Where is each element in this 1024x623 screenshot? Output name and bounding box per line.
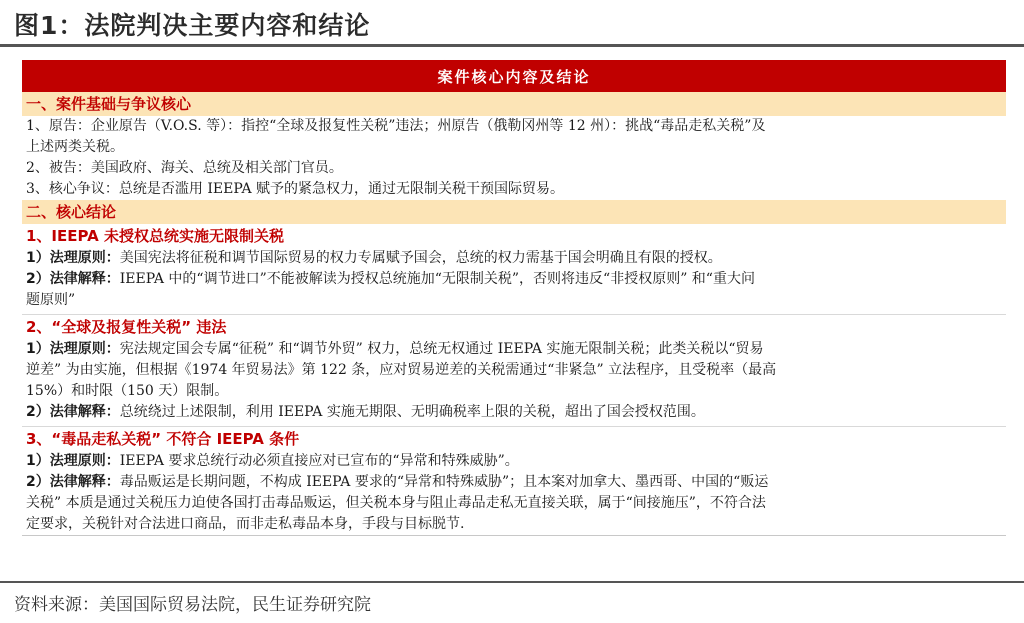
- block-1-item-2: [22, 269, 1006, 290]
- block-1-item-2-cont: 题原则”: [26, 292, 76, 308]
- item-text: 毒品贩运是长期问题，不构成 IEEPA 要求的“异常和特殊威胁”；且本案对加拿大、墨西哥、中国的“贩运: [119, 474, 769, 490]
- item-label: 2）法律解释：: [26, 271, 120, 287]
- item-text: IEEPA 要求总统行动必须直接应对已宣布的“异常和特殊威胁”。: [119, 453, 519, 469]
- item-text: 美国宪法将征税和调节国际贸易的权力专属赋予国会，总统的权力需基于国会明确且有限的授权。: [119, 250, 722, 266]
- block-2-item-1-cont: 逆差” 为由实施，但根据《1974 年贸易法》第 122 条，应对贸易逆差的关税需通过“非紧急” 立法程序，且受税率（最高: [26, 362, 777, 378]
- block-1-title: 1、IEEPA 未授权总统实施无限制关税: [26, 227, 284, 245]
- item-label: 2）法律解释：: [26, 474, 120, 490]
- block-2-item-1: [22, 339, 1006, 360]
- block-2-title: 2、“全球及报复性关税” 违法: [22, 314, 1006, 339]
- block-3-item-2-cont: 关税” 本质是通过关税压力迫使各国打击毒品贩运，但关税本身与阻止毒品走私无直接关联，属于“间接施压”，不符合法: [26, 495, 766, 511]
- section-1-line: 3、核心争议：总统是否滥用 IEEPA 赋予的紧急权力，通过无限制关税干预国际贸易。: [26, 181, 565, 197]
- table-header: 案件核心内容及结论: [22, 60, 1006, 92]
- block-3-item-2-cont: 定要求，关税针对合法进口商品，而非走私毒品本身，手段与目标脱节.: [26, 516, 465, 532]
- section-1-line: 2、被告：美国政府、海关、总统及相关部门官员。: [26, 160, 343, 176]
- section-1-line: 上述两类关税。: [26, 139, 124, 155]
- block-3-item-1: [22, 451, 1006, 472]
- top-divider: [0, 44, 1024, 47]
- item-text: IEEPA 中的“调节进口”不能被解读为授权总统施加“无限制关税”，否则将违反“非授权原则” 和“重大问: [119, 271, 755, 287]
- item-text: 宪法规定国会专属“征税” 和“调节外贸” 权力，总统无权通过 IEEPA 实施无限制关税；此类关税以“贸易: [119, 341, 764, 357]
- block-3-title: 3、“毒品走私关税” 不符合 IEEPA 条件: [22, 426, 1006, 451]
- item-label: 1）法理原则：: [26, 453, 120, 469]
- block-2-item-1-cont: 15%）和时限（150 天）限制。: [26, 383, 229, 399]
- item-text: 总统绕过上述限制，利用 IEEPA 实施无期限、无明确税率上限的关税，超出了国会授权范围。: [119, 404, 705, 420]
- block-2-item-2: [22, 402, 1006, 423]
- figure-title: 图1：法院判决主要内容和结论: [14, 11, 371, 40]
- source-note: 资料来源：美国国际贸易法院，民生证券研究院: [14, 595, 371, 615]
- block-1-item-1: [22, 248, 1006, 269]
- content-table: [22, 60, 1006, 536]
- section-2-title: 二、核心结论: [22, 200, 1006, 224]
- section-1-title: 一、案件基础与争议核心: [22, 92, 1006, 116]
- item-label: 1）法理原则：: [26, 250, 120, 266]
- item-label: 2）法律解释：: [26, 404, 120, 420]
- bottom-divider: [0, 581, 1024, 583]
- section-1-line: 1、原告：企业原告（V.O.S. 等）：指控“全球及报复性关税”违法；州原告（俄勒冈州等 12 州）：挑战“毒品走私关税”及: [26, 118, 766, 134]
- item-label: 1）法理原则：: [26, 341, 120, 357]
- block-3-item-2: [22, 472, 1006, 493]
